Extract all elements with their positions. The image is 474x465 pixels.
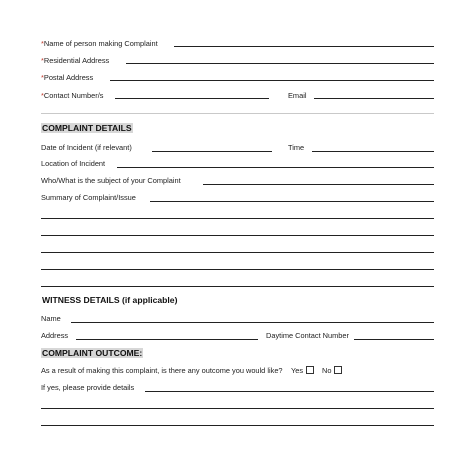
no-checkbox[interactable] [334,366,342,374]
outcome-details-label: If yes, please provide details [41,383,135,392]
summary-line[interactable] [41,286,434,287]
outcome-question-label: As a result of making this complaint, is there any outcome you would like? [41,366,283,375]
summary-field[interactable] [150,201,434,202]
summary-label: Summary of Complaint/Issue [41,193,136,202]
witness-details-heading: WITNESS DETAILS (if applicable) [42,295,178,305]
email-label: Email [288,91,307,100]
name-label: *Name of person making Complaint [41,39,158,48]
yes-checkbox[interactable] [306,366,314,374]
location-field[interactable] [117,167,434,168]
complaint-details-heading: COMPLAINT DETAILS [42,123,132,133]
section-divider [41,113,434,114]
contact-number-label: *Contact Number/s [41,91,104,100]
outcome-details-field[interactable] [145,391,434,392]
yes-option[interactable]: Yes [291,366,314,375]
no-option[interactable]: No [322,366,342,375]
summary-line[interactable] [41,218,434,219]
summary-line[interactable] [41,269,434,270]
summary-line[interactable] [41,252,434,253]
daytime-contact-field[interactable] [354,339,434,340]
subject-label: Who/What is the subject of your Complaint [41,176,181,185]
outcome-details-line[interactable] [41,408,434,409]
witness-name-field[interactable] [71,322,434,323]
time-field[interactable] [312,151,434,152]
outcome-details-line[interactable] [41,425,434,426]
email-field[interactable] [314,98,434,99]
subject-field[interactable] [203,184,434,185]
contact-number-field[interactable] [115,98,269,99]
postal-address-label: *Postal Address [41,73,94,82]
complaint-outcome-heading: COMPLAINT OUTCOME: [42,348,143,358]
time-label: Time [288,143,305,152]
summary-line[interactable] [41,235,434,236]
residential-address-field[interactable] [126,63,434,64]
witness-address-field[interactable] [76,339,258,340]
location-label: Location of Incident [41,159,106,168]
postal-address-field[interactable] [110,80,434,81]
name-field[interactable] [174,46,434,47]
witness-address-label: Address [41,331,69,340]
daytime-contact-label: Daytime Contact Number [266,331,349,340]
residential-address-label: *Residential Address [41,56,110,65]
date-of-incident-field[interactable] [152,151,272,152]
witness-name-label: Name [41,314,61,323]
date-of-incident-label: Date of Incident (if relevant) [41,143,132,152]
